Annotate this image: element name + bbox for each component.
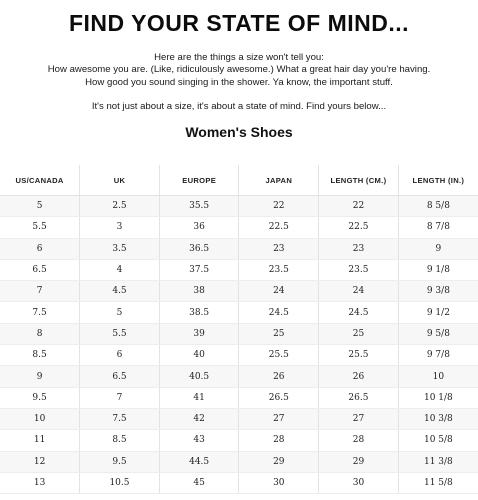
table-cell: 25 xyxy=(319,323,399,344)
table-row xyxy=(0,259,478,280)
table-cell: 42 xyxy=(159,408,239,429)
table-cell: 6 xyxy=(80,345,160,366)
table-body xyxy=(0,196,478,494)
table-cell: 45 xyxy=(159,472,239,493)
table-cell: 25.5 xyxy=(239,345,319,366)
table-cell: 26 xyxy=(319,366,399,387)
table-cell: 9 5/8 xyxy=(398,323,478,344)
table-cell: 36.5 xyxy=(159,238,239,259)
intro-line: Here are the things a size won't tell you: xyxy=(154,52,324,63)
table-cell: 6.5 xyxy=(0,259,80,280)
table-cell: 37.5 xyxy=(159,259,239,280)
table-cell: 7 xyxy=(0,281,80,302)
table-cell: 23 xyxy=(319,238,399,259)
table-cell: 11 5/8 xyxy=(398,472,478,493)
intro-text xyxy=(0,52,478,89)
table-cell: 9 1/8 xyxy=(398,259,478,280)
table-cell: 38 xyxy=(159,281,239,302)
table-cell: 43 xyxy=(159,430,239,451)
table-cell: 23.5 xyxy=(239,259,319,280)
tagline: It's not just about a size, it's about a state of mind. Find yours below... xyxy=(91,101,387,112)
table-cell: 10 xyxy=(398,366,478,387)
table-cell: 22.5 xyxy=(239,217,319,238)
table-cell: 40.5 xyxy=(159,366,239,387)
table-cell: 9 xyxy=(0,366,80,387)
table-cell: 8 7/8 xyxy=(398,217,478,238)
table-cell: 9.5 xyxy=(0,387,80,408)
table-row xyxy=(0,238,478,259)
table-cell: 12 xyxy=(0,451,80,472)
table-cell: 3 xyxy=(80,217,160,238)
table-cell: 35.5 xyxy=(159,196,239,217)
table-cell: 5 xyxy=(0,196,80,217)
table-row xyxy=(0,281,478,302)
table-cell: 38.5 xyxy=(159,302,239,323)
table-cell: 24.5 xyxy=(239,302,319,323)
table-cell: 10 xyxy=(0,408,80,429)
table-row xyxy=(0,430,478,451)
size-chart-table xyxy=(0,165,478,494)
column-header: US/CANADA xyxy=(0,165,80,196)
table-cell: 28 xyxy=(319,430,399,451)
table-row xyxy=(0,387,478,408)
table-cell: 27 xyxy=(239,408,319,429)
table-cell: 8.5 xyxy=(80,430,160,451)
table-header-row xyxy=(0,165,478,196)
table-cell: 22 xyxy=(239,196,319,217)
table-cell: 11 3/8 xyxy=(398,451,478,472)
page-headline: FIND YOUR STATE OF MIND... xyxy=(68,10,410,36)
table-cell: 25 xyxy=(239,323,319,344)
table-cell: 10 1/8 xyxy=(398,387,478,408)
table-row xyxy=(0,217,478,238)
column-header: JAPAN xyxy=(239,165,319,196)
table-row xyxy=(0,196,478,217)
table-cell: 23.5 xyxy=(319,259,399,280)
table-row xyxy=(0,366,478,387)
table-row xyxy=(0,323,478,344)
table-cell: 26.5 xyxy=(319,387,399,408)
table-cell: 36 xyxy=(159,217,239,238)
column-header: LENGTH (CM.) xyxy=(319,165,399,196)
table-cell: 23 xyxy=(239,238,319,259)
table-cell: 27 xyxy=(319,408,399,429)
column-header: LENGTH (IN.) xyxy=(398,165,478,196)
table-row xyxy=(0,345,478,366)
table-cell: 9 1/2 xyxy=(398,302,478,323)
table-cell: 8 xyxy=(0,323,80,344)
table-cell: 22.5 xyxy=(319,217,399,238)
table-row xyxy=(0,302,478,323)
table-cell: 30 xyxy=(319,472,399,493)
table-cell: 9 3/8 xyxy=(398,281,478,302)
table-cell: 40 xyxy=(159,345,239,366)
column-header: UK xyxy=(80,165,160,196)
table-cell: 10.5 xyxy=(80,472,160,493)
table-cell: 11 xyxy=(0,430,80,451)
table-cell: 5.5 xyxy=(0,217,80,238)
table-cell: 41 xyxy=(159,387,239,408)
table-cell: 6 xyxy=(0,238,80,259)
table-cell: 24 xyxy=(239,281,319,302)
section-title: Women's Shoes xyxy=(185,124,293,140)
table-cell: 22 xyxy=(319,196,399,217)
column-header: EUROPE xyxy=(159,165,239,196)
table-row xyxy=(0,451,478,472)
table-cell: 5.5 xyxy=(80,323,160,344)
table-cell: 7.5 xyxy=(0,302,80,323)
table-cell: 10 5/8 xyxy=(398,430,478,451)
table-cell: 24 xyxy=(319,281,399,302)
table-cell: 26.5 xyxy=(239,387,319,408)
table-cell: 4.5 xyxy=(80,281,160,302)
table-cell: 2.5 xyxy=(80,196,160,217)
table-cell: 30 xyxy=(239,472,319,493)
intro-line: How good you sound singing in the shower. Ya know, the important stuff. xyxy=(85,76,393,88)
table-cell: 4 xyxy=(80,259,160,280)
table-cell: 8.5 xyxy=(0,345,80,366)
table-cell: 39 xyxy=(159,323,239,344)
table-cell: 28 xyxy=(239,430,319,451)
table-cell: 9.5 xyxy=(80,451,160,472)
table-cell: 44.5 xyxy=(159,451,239,472)
table-cell: 24.5 xyxy=(319,302,399,323)
table-cell: 25.5 xyxy=(319,345,399,366)
table-cell: 7 xyxy=(80,387,160,408)
table-cell: 3.5 xyxy=(80,238,160,259)
table-cell: 29 xyxy=(319,451,399,472)
table-cell: 26 xyxy=(239,366,319,387)
table-cell: 6.5 xyxy=(80,366,160,387)
table-cell: 10 3/8 xyxy=(398,408,478,429)
table-cell: 7.5 xyxy=(80,408,160,429)
table-row xyxy=(0,472,478,493)
table-cell: 9 xyxy=(398,238,478,259)
table-cell: 9 7/8 xyxy=(398,345,478,366)
table-cell: 5 xyxy=(80,302,160,323)
table-row xyxy=(0,408,478,429)
table-cell: 29 xyxy=(239,451,319,472)
intro-line: How awesome you are. (Like, ridiculously awesome.) What a great hair day you're having. xyxy=(47,64,431,76)
table-cell: 13 xyxy=(0,472,80,493)
table-cell: 8 5/8 xyxy=(398,196,478,217)
